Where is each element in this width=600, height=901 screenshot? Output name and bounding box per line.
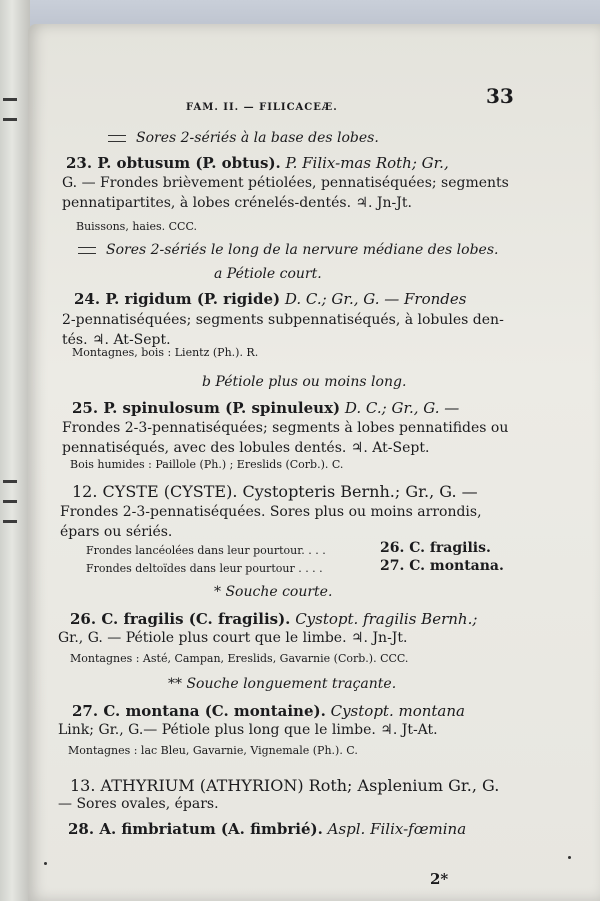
spine-mark — [3, 480, 17, 483]
species-name: 28. A. fimbriatum (A. fimbrié). — [68, 820, 323, 838]
species-23-habitat: Buissons, haies. CCC. — [76, 220, 197, 233]
key-line-2-species: 27. C. montana. — [380, 558, 504, 574]
species-27-habitat: Montagnes : lac Bleu, Gavarnie, Vignemale (Ph.). C. — [68, 744, 358, 757]
species-authority: Cystopt. montana — [330, 702, 465, 720]
running-header: FAM. II. — FILICACEÆ. — [186, 102, 338, 113]
genus-12-line2: Frondes 2-3-pennatiséquées. Sores plus ou moins arrondis, — [60, 504, 482, 520]
species-28-line1 — [68, 820, 466, 838]
species-authority: Cystopt. fragilis Bernh.; — [295, 610, 478, 628]
species-24-line1 — [74, 290, 466, 308]
paper-speck — [44, 862, 47, 865]
species-23-line2: G. — Frondes brièvement pétiolées, pennatiséquées; segments — [62, 175, 509, 191]
book-page — [28, 24, 600, 901]
book-spine-edge — [0, 0, 30, 901]
genus-12-line3: épars ou sériés. — [60, 524, 173, 540]
species-name: 27. C. montana (C. montaine). — [72, 702, 326, 720]
species-name: 26. C. fragilis (C. fragilis). — [70, 610, 291, 628]
species-authority: Aspl. Filix-fœmina — [327, 820, 467, 838]
spine-mark — [3, 520, 17, 523]
genus-12-line1: 12. CYSTE (CYSTE). Cystopteris Bernh.; Gr., G. — — [72, 482, 478, 501]
key-line-2: Frondes deltoïdes dans leur pourtour . . . . — [86, 562, 323, 575]
species-name: 25. P. spinulosum (P. spinuleux) — [72, 399, 341, 417]
spine-mark — [3, 98, 17, 101]
species-26-line2: Gr., G. — Pétiole plus court que le limbe. ♃. Jn-Jt. — [58, 630, 408, 646]
species-name: 24. P. rigidum (P. rigide) — [74, 290, 281, 308]
section-heading-2: Sores 2-sériés le long de la nervure médiane des lobes. — [78, 242, 498, 258]
species-24-line3: tés. ♃. At-Sept. — [62, 332, 171, 348]
section-heading-4: ** Souche longuement traçante. — [168, 676, 397, 692]
spine-mark — [3, 500, 17, 503]
species-27-line1 — [72, 702, 465, 720]
species-27-line2: Link; Gr., G.— Pétiole plus long que le limbe. ♃. Jt-At. — [58, 722, 438, 738]
subsection-b: b Pétiole plus ou moins long. — [202, 374, 407, 390]
species-25-habitat: Bois humides : Paillole (Ph.) ; Ereslids (Corb.). C. — [70, 458, 344, 471]
signature-mark: 2* — [430, 870, 449, 888]
species-25-line1 — [72, 399, 459, 417]
species-24-line2: 2-pennatiséquées; segments subpennatiséqués, à lobules den- — [62, 312, 504, 328]
species-authority: D. C.; Gr., G. — — [344, 399, 460, 417]
species-25-line3: pennatiséqués, avec des lobules dentés. ♃. At-Sept. — [62, 440, 430, 456]
section-heading-1: Sores 2-sériés à la base des lobes. — [108, 130, 379, 146]
genus-13-line1: 13. ATHYRIUM (ATHYRION) Roth; Asplenium Gr., G. — [70, 776, 500, 795]
species-24-habitat: Montagnes, bois : Lientz (Ph.). R. — [72, 346, 259, 359]
section-heading-3: * Souche courte. — [214, 584, 333, 600]
spine-mark — [3, 118, 17, 121]
species-25-line2: Frondes 2-3-pennatiséquées; segments à lobes pennatifides ou — [62, 420, 509, 436]
subsection-a: a Pétiole court. — [214, 266, 322, 282]
genus-13-line2: — Sores ovales, épars. — [58, 796, 219, 812]
species-23-line3: pennatipartites, à lobes crénelés-dentés. ♃. Jn-Jt. — [62, 195, 412, 211]
species-authority: D. C.; Gr., G. — Frondes — [284, 290, 467, 308]
species-26-habitat: Montagnes : Asté, Campan, Ereslids, Gavarnie (Corb.). CCC. — [70, 652, 409, 665]
species-name: 23. P. obtusum (P. obtus). — [66, 154, 281, 172]
key-line-1: Frondes lancéolées dans leur pourtour. . . . — [86, 544, 326, 557]
species-23-line1 — [66, 154, 449, 172]
page-number: 33 — [486, 84, 514, 108]
paper-speck — [568, 856, 571, 859]
species-26-line1 — [70, 610, 477, 628]
key-line-1-species: 26. C. fragilis. — [380, 540, 491, 556]
species-authority: P. Filix-mas Roth; Gr., — [285, 154, 449, 172]
